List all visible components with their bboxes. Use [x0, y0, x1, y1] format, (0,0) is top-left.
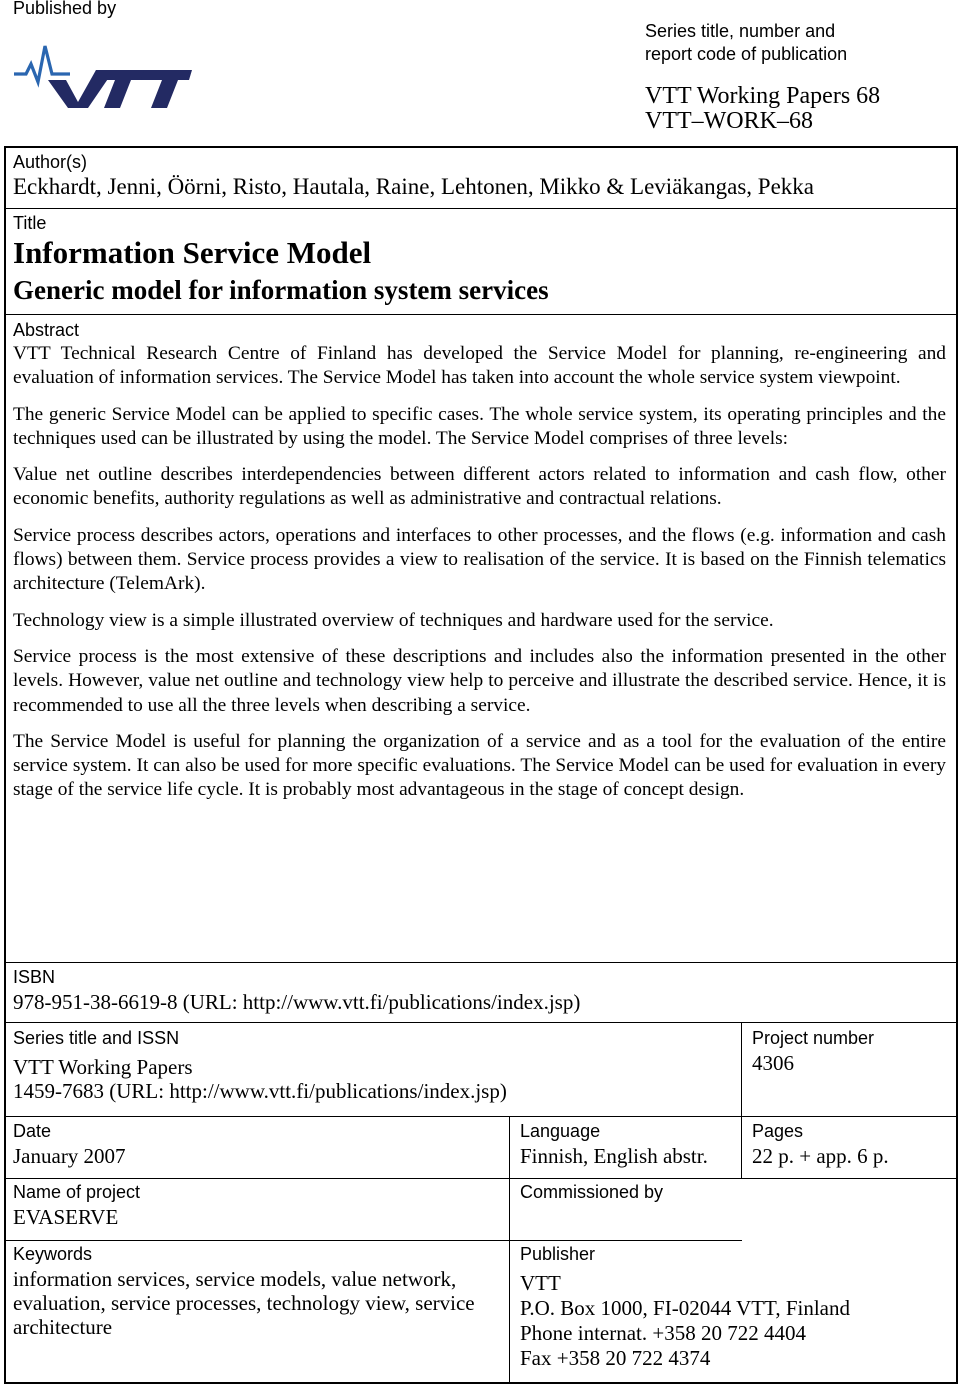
published-by-label: Published by [13, 0, 117, 18]
frame-right-rule [956, 146, 958, 1384]
series-code-label-line-2: report code of publication [645, 44, 848, 64]
middle-vertical-rule [509, 1116, 510, 1383]
project-name-value: EVASERVE [13, 1205, 119, 1229]
date-divider [4, 1178, 958, 1179]
frame-bottom-rule [4, 1382, 958, 1384]
publisher-cell [520, 1243, 950, 1370]
keywords-label: Keywords [13, 1244, 93, 1264]
authors-label: Author(s) [13, 152, 88, 172]
title-section [13, 212, 953, 308]
project-number-vertical-rule [741, 1022, 742, 1178]
series-label: Series title and ISSN [13, 1028, 180, 1048]
commissioned-by-label: Commissioned by [520, 1182, 664, 1202]
pages-value: 22 p. + app. 6 p. [752, 1144, 889, 1168]
abstract-paragraph: The generic Service Model can be applied to specific cases. The whole service system, its operating principles and the techniques used can be illustrated by using the model. The Service Model comprises of three levels: [13, 403, 946, 449]
commissioned-by-cell [520, 1181, 950, 1205]
abstract-paragraph: The Service Model is useful for planning the organization of a service and as a tool for the evaluation of the entire service system. It can also be used for more specific evaluations. The Service Model can be used for evaluation in every stage of the service life cycle. It is probably most advantageous in the stage of concept design. [13, 730, 946, 801]
abstract-paragraph: VTT Technical Research Centre of Finland has developed the Service Model for planning, re-engineering and evaluation of information services. The Service Model has taken into account the whole service system viewpoint. [13, 343, 946, 389]
abstract-section [13, 319, 946, 815]
authors-divider [4, 208, 958, 209]
isbn-divider [4, 1022, 958, 1023]
series-value-2: 1459-7683 (URL: http://www.vtt.fi/publications/index.jsp) [13, 1079, 507, 1103]
language-value: Finnish, English abstr. [520, 1144, 708, 1168]
series-cell [13, 1027, 733, 1103]
document-subtitle: Generic model for information system services [13, 275, 549, 305]
isbn-label: ISBN [13, 967, 56, 987]
frame-left-rule [4, 146, 6, 1384]
publisher-fax: Fax +358 20 722 4374 [520, 1346, 711, 1370]
abstract-paragraph: Value net outline describes interdependencies between different actors related to information and cash flow, other economic benefits, authority regulations as well as administrative and contractual relations. [13, 464, 946, 510]
vtt-logo [12, 44, 192, 110]
keywords-cell [13, 1243, 503, 1339]
abstract-label: Abstract [13, 320, 80, 340]
project-number-cell [752, 1027, 952, 1075]
authors-section [13, 151, 953, 200]
keywords-value: information services, service models, value network, evaluation, service processes, technology view, service architecture [13, 1267, 475, 1339]
language-cell [520, 1120, 738, 1168]
date-value: January 2007 [13, 1144, 126, 1168]
series-code-value-line-2: VTT–WORK–68 [645, 108, 813, 134]
series-value-1: VTT Working Papers [13, 1055, 193, 1079]
publisher-address: P.O. Box 1000, FI-02044 VTT, Finland [520, 1296, 850, 1320]
series-code-value-line-1: VTT Working Papers 68 [645, 83, 881, 109]
publisher-phone: Phone internat. +358 20 722 4404 [520, 1321, 806, 1345]
date-label: Date [13, 1121, 52, 1141]
publisher-label: Publisher [520, 1244, 596, 1264]
project-name-label: Name of project [13, 1182, 141, 1202]
publisher-name: VTT [520, 1271, 561, 1295]
project-number-value: 4306 [752, 1051, 794, 1075]
date-cell [13, 1120, 503, 1168]
title-label: Title [13, 213, 47, 233]
abstract-paragraph: Service process is the most extensive of these descriptions and includes also the information presented in the other levels. However, value net outline and technology view help to perceive and illustrate the described service. Hence, it is recommended to use all the three levels when describing a service. [13, 645, 946, 716]
pages-cell [752, 1120, 952, 1168]
pages-label: Pages [752, 1121, 804, 1141]
project-name-cell [13, 1181, 503, 1229]
project-name-divider [4, 1240, 742, 1241]
title-divider [4, 314, 958, 315]
project-number-label: Project number [752, 1028, 875, 1048]
series-code-value [645, 84, 955, 134]
abstract-divider [4, 962, 958, 963]
isbn-cell [13, 966, 943, 1014]
document-title: Information Service Model [13, 235, 372, 270]
frame-top-rule [4, 146, 958, 148]
series-divider [4, 1116, 958, 1117]
series-code-label [645, 20, 945, 66]
abstract-paragraph: Service process describes actors, operations and interfaces to other processes, and the flows (e.g. information and cash flows) between them. Service process provides a view to realisation of the service. It is based on the Finnish telematics architecture (TelemArk). [13, 524, 946, 595]
series-code-label-line-1: Series title, number and [645, 21, 836, 41]
isbn-value: 978-951-38-6619-8 (URL: http://www.vtt.fi/publications/index.jsp) [13, 990, 581, 1014]
language-label: Language [520, 1121, 601, 1141]
abstract-paragraph: Technology view is a simple illustrated overview of techniques and hardware used for the service. [13, 609, 774, 631]
authors-value: Eckhardt, Jenni, Öörni, Risto, Hautala, Raine, Lehtonen, Mikko & Leviäkangas, Pekka [13, 174, 814, 199]
